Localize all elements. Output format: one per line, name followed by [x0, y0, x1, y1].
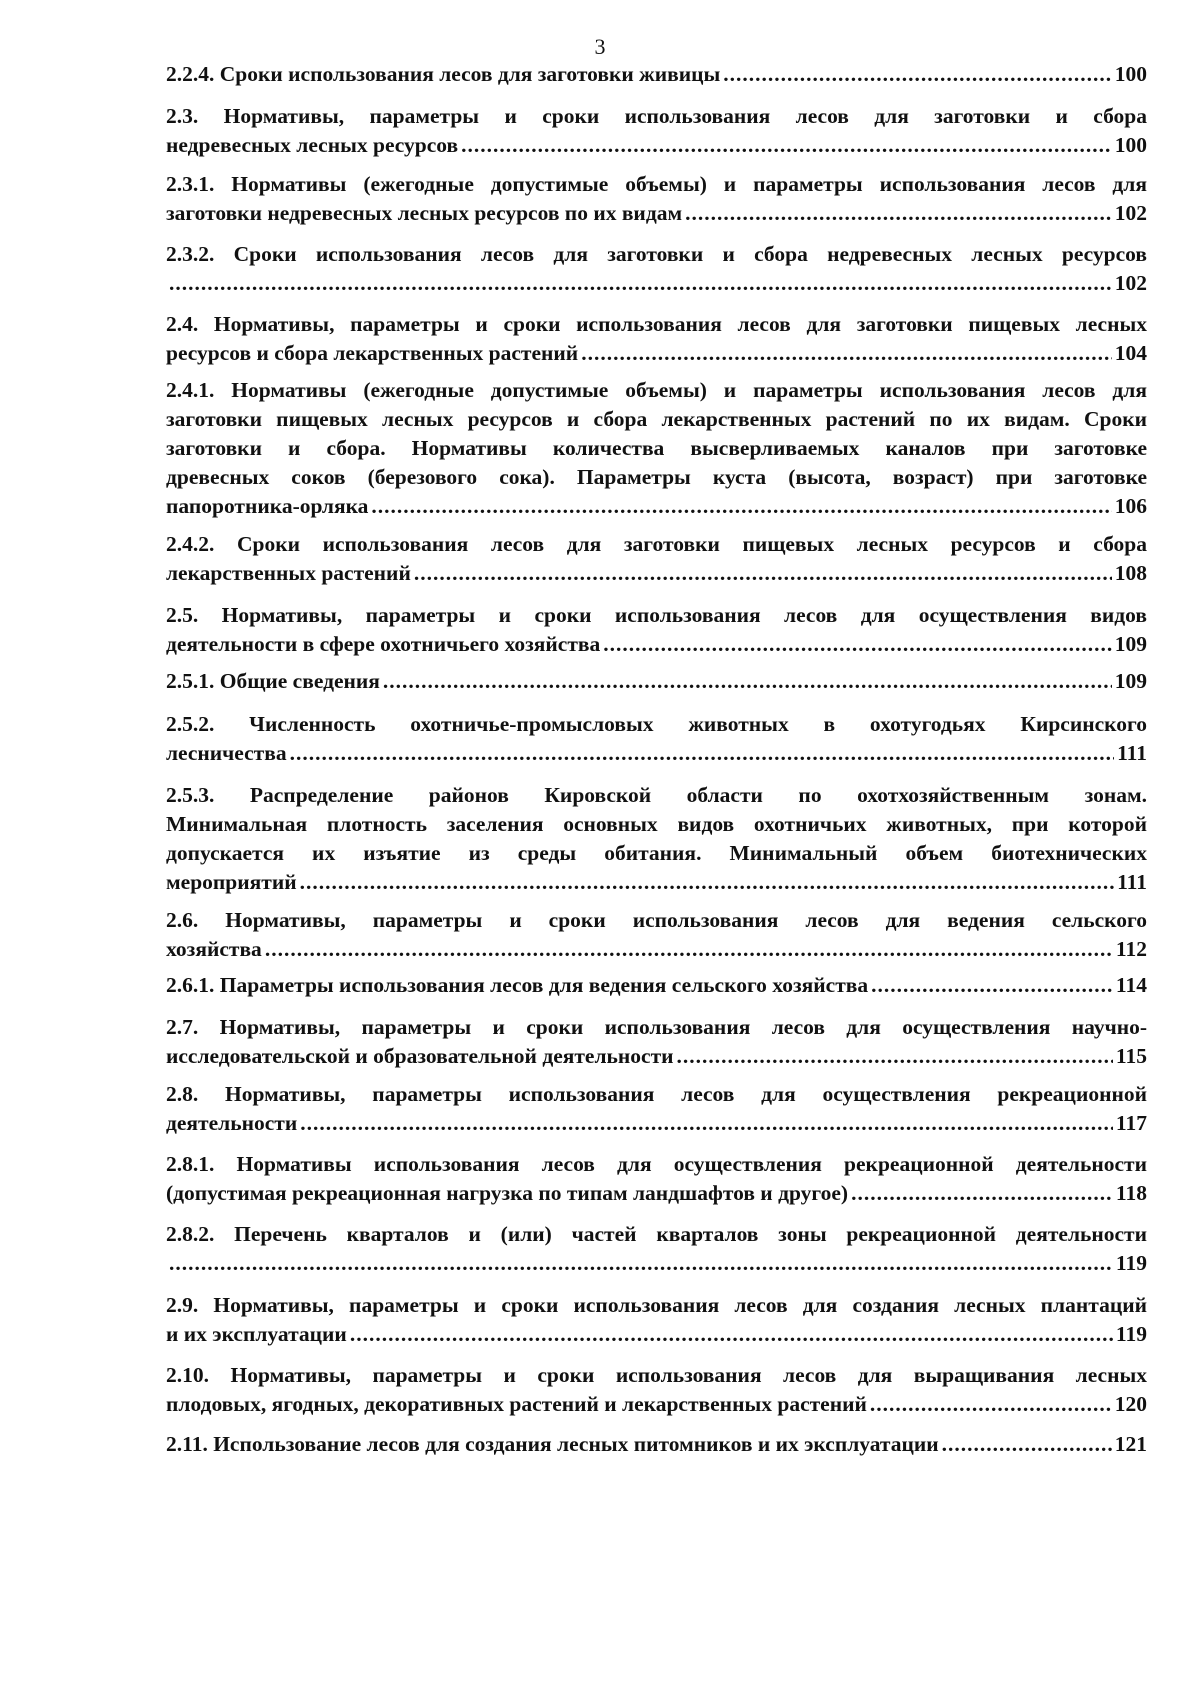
toc-entry[interactable] [166, 971, 1147, 1000]
toc-entry-line: допускается их изъятие из среды обитания. Минимальный объем биотехнических [166, 841, 1147, 865]
dot-leader [371, 492, 1111, 521]
toc-entry-title: лесничества [166, 741, 287, 765]
toc-entry-title: папоротника-орляка [166, 494, 369, 518]
toc-page-number: 106 [1114, 494, 1147, 518]
toc-entry[interactable] [166, 1220, 1147, 1278]
toc-entry-title: деятельности в сфере охотничьего хозяйства [166, 632, 601, 656]
dot-leader [871, 971, 1113, 1000]
toc-page-number: 100 [1114, 133, 1147, 157]
toc-entry-title: мероприятий [166, 870, 297, 894]
dot-leader [461, 131, 1112, 160]
toc-entry-line: 2.8.1. Нормативы использования лесов для осуществления рекреационной деятельности [166, 1152, 1147, 1176]
toc-entry[interactable] [166, 1080, 1147, 1138]
page-number: 3 [594, 34, 606, 59]
dot-leader [169, 269, 1112, 298]
toc-entry-line: 2.5.3. Распределение районов Кировской области по охотхозяйственным зонам. [166, 783, 1147, 807]
toc-entry[interactable] [166, 1013, 1147, 1071]
toc-entry-last-line [166, 739, 1147, 768]
toc-page-number: 115 [1115, 1044, 1147, 1068]
toc-entry-last-line [166, 559, 1147, 588]
toc-entry[interactable] [166, 1361, 1147, 1419]
toc-entry-last-line [166, 1042, 1147, 1071]
toc-page-number: 102 [1114, 271, 1147, 295]
dot-leader [581, 339, 1112, 368]
toc-entry-last-line [166, 630, 1147, 659]
toc-entry-line: 2.5.2. Численность охотничье-промысловых животных в охотугодьях Кирсинского [166, 712, 1147, 736]
toc-entry[interactable] [166, 102, 1147, 160]
toc-entry-line: 2.6. Нормативы, параметры и сроки использования лесов для ведения сельского [166, 908, 1147, 932]
toc-entry-last-line [166, 971, 1147, 1000]
toc-page-number: 118 [1115, 1181, 1147, 1205]
toc-entry[interactable] [166, 781, 1147, 897]
toc-entry-last-line [166, 492, 1147, 521]
toc-entry-line: 2.8. Нормативы, параметры использования лесов для осуществления рекреационной [166, 1082, 1147, 1106]
toc-entry-title: и их эксплуатации [166, 1322, 347, 1346]
toc-entry-last-line [166, 667, 1147, 696]
toc-entry[interactable] [166, 710, 1147, 768]
toc-entry-line: заготовки и сбора. Нормативы количества высверливаемых каналов при заготовке [166, 436, 1147, 460]
toc-page-number: 111 [1117, 870, 1147, 894]
toc-entry-line: 2.10. Нормативы, параметры и сроки использования лесов для выращивания лесных [166, 1363, 1147, 1387]
dot-leader [300, 1109, 1113, 1138]
toc-page-number: 119 [1115, 1322, 1147, 1346]
toc-entry-title: 2.6.1. Параметры использования лесов для ведения сельского хозяйства [166, 973, 869, 997]
toc-page-number: 117 [1115, 1111, 1147, 1135]
toc-entry-title: (допустимая рекреационная нагрузка по типам ландшафтов и другое) [166, 1181, 849, 1205]
toc-page-number: 100 [1114, 62, 1147, 86]
toc-page-number: 109 [1114, 632, 1147, 656]
toc-page-number: 120 [1114, 1392, 1147, 1416]
toc-entry-last-line [166, 1179, 1147, 1208]
toc-entry-title: 2.11. Использование лесов для создания лесных питомников и их эксплуатации [166, 1432, 939, 1456]
toc-entry-line: 2.4. Нормативы, параметры и сроки использования лесов для заготовки пищевых лесных [166, 312, 1147, 336]
toc-entry-line: заготовки пищевых лесных ресурсов и сбора лекарственных растений по их видам. Сроки [166, 407, 1147, 431]
toc-entry-last-line [166, 935, 1147, 964]
dot-leader [851, 1179, 1113, 1208]
toc-page-number: 119 [1115, 1251, 1147, 1275]
toc-page-number: 109 [1114, 669, 1147, 693]
toc-entry[interactable] [166, 310, 1147, 368]
dot-leader [290, 739, 1115, 768]
toc-page-number: 102 [1114, 201, 1147, 225]
toc-entry-last-line [166, 1109, 1147, 1138]
dot-leader [383, 667, 1112, 696]
dot-leader [685, 199, 1112, 228]
toc-entry-line: 2.4.1. Нормативы (ежегодные допустимые объемы) и параметры использования лесов для [166, 378, 1147, 402]
toc-entry-title: лекарственных растений [166, 561, 411, 585]
toc-entry-last-line [166, 868, 1147, 897]
toc-entry[interactable] [166, 170, 1147, 228]
toc-entry[interactable] [166, 667, 1147, 696]
toc-entry-title: заготовки недревесных лесных ресурсов по их видам [166, 201, 683, 225]
toc-entry[interactable] [166, 60, 1147, 89]
toc-entry-line: 2.3. Нормативы, параметры и сроки использования лесов для заготовки и сбора [166, 104, 1147, 128]
toc-entry-title: недревесных лесных ресурсов [166, 133, 459, 157]
toc-entry-last-line [166, 199, 1147, 228]
toc-entry-line: 2.9. Нормативы, параметры и сроки использования лесов для создания лесных плантаций [166, 1293, 1147, 1317]
toc-entry[interactable] [166, 240, 1147, 298]
toc-page-number: 104 [1114, 341, 1147, 365]
toc-entry-last-line [166, 1320, 1147, 1349]
toc-page-number: 114 [1115, 973, 1147, 997]
toc-page-number: 121 [1114, 1432, 1147, 1456]
dot-leader [350, 1320, 1113, 1349]
toc-entry-line: 2.4.2. Сроки использования лесов для заготовки пищевых лесных ресурсов и сбора [166, 532, 1147, 556]
dot-leader [870, 1390, 1112, 1419]
toc-entry[interactable] [166, 1150, 1147, 1208]
dot-leader [723, 60, 1111, 89]
toc-entry-line: 2.7. Нормативы, параметры и сроки использования лесов для осуществления научно- [166, 1015, 1147, 1039]
dot-leader [677, 1042, 1113, 1071]
toc-entry-last-line [166, 269, 1147, 298]
dot-leader [603, 630, 1111, 659]
dot-leader [265, 935, 1113, 964]
toc-entry-line: 2.3.2. Сроки использования лесов для заготовки и сбора недревесных лесных ресурсов [166, 242, 1147, 266]
toc-entry-last-line [166, 1249, 1147, 1278]
toc-entry-line: 2.8.2. Перечень кварталов и (или) частей кварталов зоны рекреационной деятельности [166, 1222, 1147, 1246]
toc-page-number: 108 [1114, 561, 1147, 585]
toc-entry-last-line [166, 339, 1147, 368]
toc-entry-title: плодовых, ягодных, декоративных растений и лекарственных растений [166, 1392, 867, 1416]
toc-page-number: 111 [1117, 741, 1147, 765]
toc-entry[interactable] [166, 1430, 1147, 1459]
dot-leader [942, 1430, 1112, 1459]
toc-entry-title: ресурсов и сбора лекарственных растений [166, 341, 579, 365]
dot-leader [169, 1249, 1113, 1278]
toc-entry[interactable] [166, 530, 1147, 588]
toc-entry-last-line [166, 1390, 1147, 1419]
toc-entry-line: 2.3.1. Нормативы (ежегодные допустимые объемы) и параметры использования лесов для [166, 172, 1147, 196]
toc-entry[interactable] [166, 376, 1147, 521]
toc-entry-line: древесных соков (березового сока). Параметры куста (высота, возраст) при заготовке [166, 465, 1147, 489]
toc-entry-title: исследовательской и образовательной деятельности [166, 1044, 674, 1068]
dot-leader [300, 868, 1115, 897]
toc-entry[interactable] [166, 906, 1147, 964]
toc-entry[interactable] [166, 601, 1147, 659]
dot-leader [414, 559, 1112, 588]
toc-entry[interactable] [166, 1291, 1147, 1349]
toc-entry-title: 2.5.1. Общие сведения [166, 669, 380, 693]
toc-entry-last-line [166, 60, 1147, 89]
toc-entry-last-line [166, 131, 1147, 160]
toc-page-number: 112 [1115, 937, 1147, 961]
toc-entry-title: деятельности [166, 1111, 298, 1135]
toc-entry-last-line [166, 1430, 1147, 1459]
toc-entry-title: хозяйства [166, 937, 262, 961]
toc-entry-title: 2.2.4. Сроки использования лесов для заготовки живицы [166, 62, 721, 86]
toc-entry-line: 2.5. Нормативы, параметры и сроки использования лесов для осуществления видов [166, 603, 1147, 627]
toc-entry-line: Минимальная плотность заселения основных видов охотничьих животных, при которой [166, 812, 1147, 836]
